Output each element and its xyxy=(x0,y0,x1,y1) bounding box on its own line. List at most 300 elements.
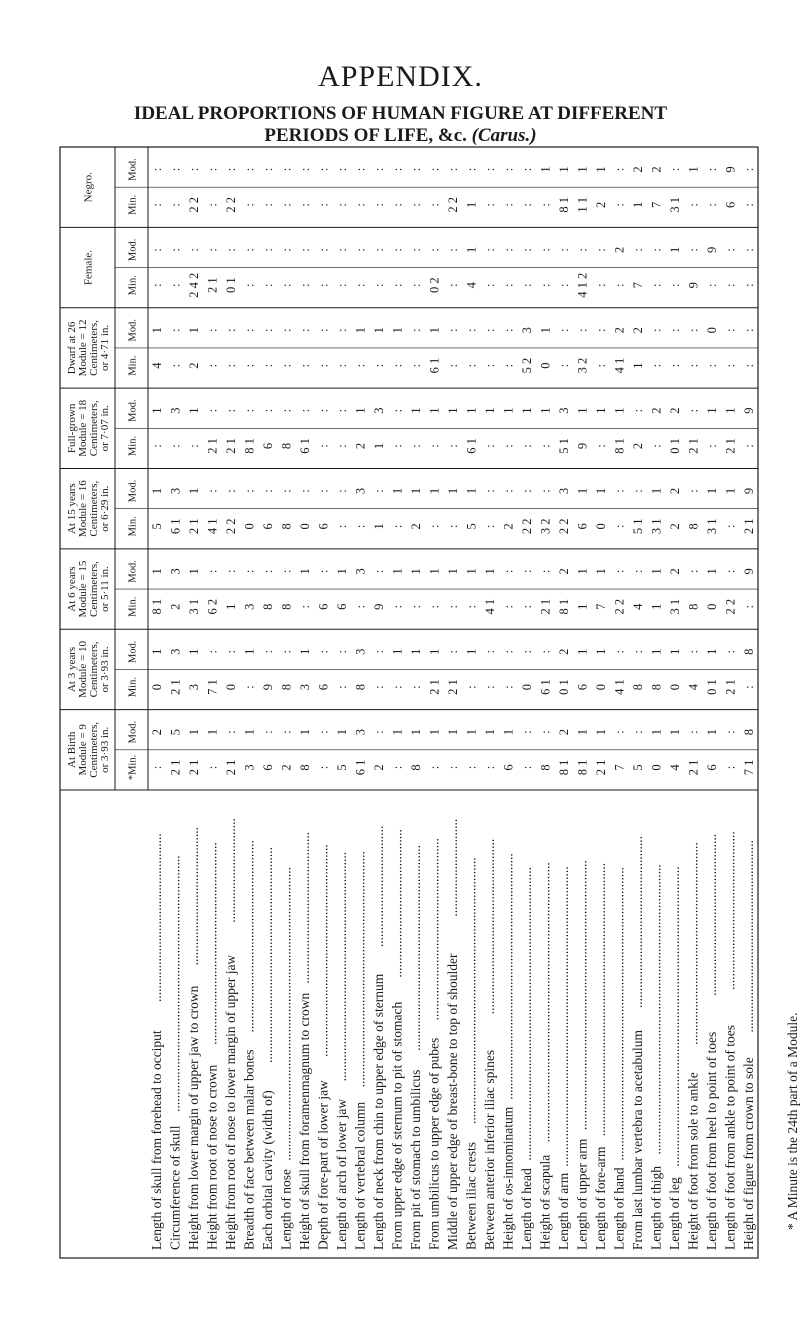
value-min xyxy=(538,444,552,447)
value-min xyxy=(557,438,571,454)
value-mod xyxy=(169,329,183,332)
value-min-text: 8 xyxy=(279,683,294,691)
value-min xyxy=(612,599,626,615)
value-min xyxy=(464,523,478,529)
value-min-text: : xyxy=(372,283,387,287)
row-label-text: From upper edge of sternum to pit of stomach xyxy=(389,1001,405,1250)
value-min-text: : xyxy=(335,203,350,207)
value-mod xyxy=(224,650,238,653)
value-mod xyxy=(538,248,552,251)
value-min xyxy=(224,364,238,367)
value-min-text: 8 xyxy=(279,523,294,530)
value-mod xyxy=(520,570,534,573)
value-min-text: 2 1 xyxy=(538,598,553,615)
value-mod xyxy=(686,489,700,492)
value-min-text: : xyxy=(519,765,534,770)
value-mod xyxy=(557,649,571,655)
value-mod-text: : xyxy=(298,248,313,252)
sub-header-mod xyxy=(128,560,139,582)
value-min xyxy=(649,444,663,447)
value-mod-text: 5 xyxy=(168,729,183,736)
value-min-text: 6 1 xyxy=(168,518,183,535)
value-min-text: 0 xyxy=(593,523,608,530)
value-min-text: 6 xyxy=(575,683,590,691)
value-mod-text: 2 xyxy=(612,246,627,254)
value-mod xyxy=(261,329,275,332)
value-mod-text: : xyxy=(242,167,257,172)
value-mod xyxy=(649,568,663,574)
value-min-text: : xyxy=(372,363,387,368)
value-min-text: 9 xyxy=(261,683,276,691)
leader-dots: .................................... xyxy=(371,825,387,948)
value-min xyxy=(686,760,700,776)
value-mod xyxy=(391,729,405,735)
value-min xyxy=(538,203,552,206)
value-min-text: : xyxy=(353,363,368,368)
value-mod xyxy=(501,729,515,735)
value-mod-text: : xyxy=(261,248,276,252)
value-mod-text: 2 xyxy=(667,487,682,495)
sub-header-mod-text: Mod. xyxy=(127,560,139,583)
value-min xyxy=(483,525,497,528)
value-min xyxy=(649,519,663,535)
value-min xyxy=(575,443,589,449)
value-min xyxy=(464,281,478,288)
value-mod-text: : xyxy=(316,328,331,332)
value-mod-text: : xyxy=(649,328,664,332)
row-label-text: Length of arch of lower jaw xyxy=(334,1098,350,1250)
value-min xyxy=(723,202,737,208)
value-mod-text: : xyxy=(261,408,276,413)
value-min-text: : xyxy=(335,283,350,287)
row-label-text: Length of fore-arm xyxy=(592,1146,608,1250)
value-mod xyxy=(335,650,349,653)
value-min xyxy=(261,764,275,770)
value-min xyxy=(317,364,331,367)
row-label-text: Middle of upper edge of breast-bone to top of shoulder xyxy=(445,953,460,1250)
value-mod-text: 1 xyxy=(427,648,442,655)
value-min-text: : xyxy=(612,283,627,287)
column-header-line: Module = 16 xyxy=(77,480,89,538)
value-mod-text: : xyxy=(187,248,202,252)
value-min-text: 6 xyxy=(261,523,276,530)
value-min-text: 5 xyxy=(150,523,165,530)
value-min-text: : xyxy=(390,765,405,770)
value-mod xyxy=(298,568,312,574)
value-min xyxy=(335,525,349,528)
value-min xyxy=(723,599,737,615)
value-mod-text: 1 xyxy=(575,729,590,736)
value-min-text: 7 xyxy=(612,764,627,771)
value-mod xyxy=(705,247,719,253)
value-mod xyxy=(169,488,183,494)
value-mod-text: 2 xyxy=(556,568,571,575)
value-min xyxy=(280,604,294,610)
value-min xyxy=(631,202,645,208)
value-min-text: : xyxy=(353,203,368,207)
value-min-text: 1 xyxy=(224,603,239,610)
value-mod xyxy=(317,570,331,573)
value-mod xyxy=(483,168,497,171)
value-min xyxy=(686,604,700,610)
value-min-text: 2 xyxy=(353,442,368,450)
value-mod-text: : xyxy=(205,248,220,252)
value-min-text: 6 xyxy=(704,764,719,771)
value-min xyxy=(428,766,442,769)
value-min xyxy=(169,679,183,695)
value-min-text: 2 2 xyxy=(187,197,202,213)
value-mod xyxy=(612,570,626,573)
value-min xyxy=(631,603,645,610)
value-mod-text: 1 xyxy=(538,407,553,414)
value-min-text: : xyxy=(427,605,442,609)
value-mod xyxy=(150,568,164,574)
value-mod-text: : xyxy=(482,489,497,493)
value-min-text: 8 xyxy=(686,523,701,530)
value-min xyxy=(243,523,257,529)
sub-header-mod xyxy=(128,239,139,261)
row-label-text: Height of os-innominatum xyxy=(500,1106,516,1250)
value-mod xyxy=(464,408,478,414)
value-min xyxy=(464,685,478,688)
value-mod-text: 1 xyxy=(464,246,479,254)
value-mod-text: 1 xyxy=(667,648,682,655)
value-mod xyxy=(668,168,682,171)
value-mod-text: 1 xyxy=(446,729,460,736)
leader-dots: ....................................................................................... xyxy=(611,866,627,1161)
value-min-text: 8 xyxy=(279,442,294,450)
value-min xyxy=(464,438,478,454)
value-mod-text: 1 xyxy=(409,487,424,495)
value-mod xyxy=(169,168,183,171)
value-mod-text: 1 xyxy=(482,568,497,575)
value-mod xyxy=(705,408,719,414)
value-mod xyxy=(649,488,663,494)
value-min xyxy=(224,760,238,776)
value-min-text: : xyxy=(298,363,313,368)
value-min xyxy=(187,760,201,776)
value-min xyxy=(391,444,405,447)
value-min xyxy=(705,764,719,770)
value-min-text: 2 2 xyxy=(446,197,460,213)
value-mod-text: : xyxy=(224,328,239,332)
value-min xyxy=(224,277,238,293)
value-mod xyxy=(206,409,220,412)
value-mod-text: : xyxy=(335,248,350,252)
value-min-text: : xyxy=(261,283,276,287)
value-min-text: : xyxy=(556,283,571,287)
value-mod-text: : xyxy=(575,328,590,332)
value-mod-text: 1 xyxy=(427,568,442,575)
value-min xyxy=(372,523,386,529)
value-min xyxy=(520,605,534,608)
value-min xyxy=(409,364,423,367)
value-min-text: : xyxy=(741,685,756,689)
value-min xyxy=(464,364,478,367)
value-min-text: : xyxy=(538,444,553,448)
value-min-text: 1 xyxy=(630,201,645,208)
value-min-text: 3 1 xyxy=(649,518,664,535)
value-mod-text: 9 xyxy=(741,568,756,575)
value-min xyxy=(594,760,608,776)
value-min xyxy=(187,684,201,690)
value-mod-text: : xyxy=(279,328,294,332)
value-min-text: : xyxy=(482,363,497,368)
value-min-text: : xyxy=(464,685,479,689)
value-mod xyxy=(169,248,183,251)
value-min xyxy=(391,525,405,528)
value-mod-text: : xyxy=(686,650,701,654)
value-mod xyxy=(501,329,515,332)
value-min-text: : xyxy=(261,363,276,368)
value-mod-text: 3 xyxy=(168,407,183,414)
value-min xyxy=(298,605,312,608)
value-mod-text: : xyxy=(316,730,331,734)
row-label xyxy=(519,867,534,1250)
value-min xyxy=(428,525,442,528)
row-label xyxy=(574,860,589,1250)
leader-dots: ............................................................... xyxy=(315,844,331,1057)
value-mod-text: 2 xyxy=(630,166,645,173)
value-min xyxy=(187,444,201,447)
value-min xyxy=(575,604,589,610)
value-min-text: : xyxy=(261,203,276,207)
value-min-text: 3 2 xyxy=(538,518,553,535)
value-mod xyxy=(483,408,497,414)
value-min-text: 6 xyxy=(316,523,331,530)
value-mod-text: 1 xyxy=(464,729,479,736)
value-min xyxy=(317,284,331,287)
value-min xyxy=(483,444,497,447)
value-min-text: : xyxy=(409,605,424,609)
value-mod xyxy=(520,168,534,171)
value-min xyxy=(280,684,294,690)
value-min xyxy=(317,766,331,769)
value-min-text: : xyxy=(279,283,294,287)
value-mod-text: : xyxy=(482,167,497,172)
value-min-text: : xyxy=(741,203,756,207)
value-mod-text: : xyxy=(224,489,239,493)
value-mod xyxy=(354,649,368,655)
value-mod-text: 1 xyxy=(649,568,664,575)
value-mod xyxy=(280,650,294,653)
value-mod-text: 1 xyxy=(205,729,220,736)
value-mod-text: : xyxy=(224,569,239,574)
column-header-line: or 3·93 in. xyxy=(99,646,111,693)
value-min xyxy=(243,284,257,287)
value-min-text: : xyxy=(298,605,313,609)
value-min-text: 4 xyxy=(464,282,479,289)
value-mod-text: 1 xyxy=(427,729,442,736)
value-min-text: 9 xyxy=(372,603,387,610)
value-min-text: : xyxy=(279,203,294,207)
value-mod xyxy=(150,488,164,494)
value-mod-text: : xyxy=(501,569,516,574)
value-min xyxy=(575,197,589,213)
value-mod-text: 1 xyxy=(372,327,387,334)
value-mod xyxy=(317,730,331,733)
value-min xyxy=(298,764,312,770)
value-min xyxy=(354,684,368,690)
value-mod xyxy=(206,489,220,492)
value-min-text: 2 xyxy=(279,764,294,771)
value-mod-text: 1 xyxy=(390,487,405,495)
value-min-text: 8 xyxy=(279,603,294,610)
value-min-text: 2 xyxy=(409,523,424,530)
value-mod xyxy=(335,729,349,735)
value-mod-text: : xyxy=(298,328,313,332)
value-mod xyxy=(742,649,756,655)
value-mod xyxy=(557,329,571,332)
value-min-text: 2 xyxy=(593,201,608,208)
value-min-text: : xyxy=(501,363,516,368)
value-mod-text: : xyxy=(150,167,165,172)
value-mod xyxy=(169,568,183,574)
value-min xyxy=(705,284,719,287)
value-min-text: : xyxy=(593,444,608,448)
value-min-text: : xyxy=(390,283,405,287)
value-min-text: 7 xyxy=(630,282,645,289)
value-mod-text: : xyxy=(519,248,534,252)
value-min-text: 3 xyxy=(242,764,257,771)
value-min-text: : xyxy=(519,605,534,609)
value-min xyxy=(335,764,349,770)
value-min xyxy=(705,364,719,367)
value-mod-text: : xyxy=(612,489,627,493)
value-min xyxy=(150,284,164,287)
value-mod xyxy=(483,329,497,332)
value-mod xyxy=(705,327,719,333)
row-label-text: Height from lower margin of upper jaw to crown xyxy=(186,985,202,1250)
value-mod-text: 1 xyxy=(150,648,165,655)
value-min xyxy=(206,519,220,535)
value-mod-text: 1 xyxy=(353,407,368,414)
value-mod xyxy=(594,329,608,332)
value-min-text: 2 2 xyxy=(723,598,738,615)
value-min xyxy=(446,766,460,769)
value-mod-text: : xyxy=(519,167,534,172)
value-min-text: : xyxy=(501,444,516,448)
value-mod xyxy=(538,489,552,492)
value-min-text: : xyxy=(335,524,350,529)
value-mod-text: : xyxy=(723,730,738,734)
value-mod xyxy=(317,248,331,251)
value-min xyxy=(742,519,756,535)
value-mod xyxy=(649,408,663,414)
value-min-text: 0 1 xyxy=(704,679,719,695)
value-min-text: 2 1 xyxy=(593,759,608,776)
value-mod-text: 1 xyxy=(298,729,313,736)
value-mod-text: : xyxy=(353,167,368,172)
value-min-text: 0 2 xyxy=(427,277,442,294)
value-mod xyxy=(668,729,682,735)
value-mod xyxy=(335,409,349,412)
column-header-line: Module = 9 xyxy=(77,724,89,776)
value-min-text: : xyxy=(390,685,405,689)
value-min xyxy=(187,519,201,535)
value-mod xyxy=(483,729,497,735)
row-label xyxy=(408,845,423,1250)
value-mod-text: 1 xyxy=(335,568,350,575)
value-min-text: 2 2 xyxy=(556,518,571,535)
value-mod xyxy=(649,729,663,735)
leader-dots: ...................................................... xyxy=(426,838,442,1021)
sub-header-mod-text: Mod. xyxy=(127,720,139,744)
row-label-text: Height of figure from crown to sole xyxy=(740,1057,756,1250)
value-mod-text: 1 xyxy=(723,407,738,414)
sub-header-min-text: Min. xyxy=(127,516,139,537)
value-mod xyxy=(464,247,478,253)
leader-dots: ............................................................ xyxy=(685,842,701,1045)
value-mod xyxy=(686,166,700,172)
value-min-text: 2 1 xyxy=(205,438,220,454)
value-mod-text: : xyxy=(501,167,516,172)
column-header-line: or 3·93 in. xyxy=(99,726,111,773)
value-mod-text: : xyxy=(630,650,645,654)
value-min xyxy=(187,599,201,615)
value-min xyxy=(317,604,331,610)
value-mod xyxy=(280,329,294,332)
value-min xyxy=(446,605,460,608)
value-mod-text: : xyxy=(446,167,460,172)
value-mod-text: 1 xyxy=(575,407,590,414)
value-min xyxy=(501,685,515,688)
value-mod xyxy=(557,408,571,414)
value-mod xyxy=(742,168,756,171)
value-mod-text: : xyxy=(372,489,387,493)
value-mod-text: : xyxy=(372,650,387,654)
value-mod xyxy=(298,409,312,412)
value-min-text: 7 xyxy=(649,201,664,208)
value-mod xyxy=(354,408,368,414)
value-min-text: 2 xyxy=(168,603,183,610)
value-min xyxy=(372,604,386,610)
value-mod xyxy=(557,166,571,172)
value-mod xyxy=(243,489,257,492)
value-mod-text: : xyxy=(686,328,701,332)
value-mod-text: 1 xyxy=(575,648,590,655)
value-mod xyxy=(354,248,368,251)
value-mod-text: 3 xyxy=(168,568,183,575)
value-mod xyxy=(428,568,442,574)
value-mod xyxy=(594,649,608,655)
value-min xyxy=(391,364,405,367)
value-min xyxy=(594,444,608,447)
value-min-text: : xyxy=(501,605,516,609)
value-min-text: 2 2 xyxy=(224,197,239,213)
value-min-text: : xyxy=(446,605,460,609)
value-mod-text: : xyxy=(630,730,645,734)
value-mod xyxy=(428,729,442,735)
value-mod-text: : xyxy=(242,489,257,493)
value-min xyxy=(446,197,460,213)
row-label-text: Height from root of nose to lower margin of upper jaw xyxy=(223,954,239,1250)
column-header-line: Centimeters, xyxy=(88,721,100,778)
value-min-text: : xyxy=(335,363,350,368)
sub-header-min xyxy=(128,195,139,215)
leader-dots: ............................................................ xyxy=(204,842,220,1045)
value-min xyxy=(169,364,183,367)
value-min-text: 2 2 xyxy=(612,598,627,615)
value-min xyxy=(649,684,663,690)
value-min xyxy=(686,203,700,206)
value-min-text: 1 xyxy=(372,442,387,450)
value-mod xyxy=(631,730,645,733)
value-mod xyxy=(594,568,608,574)
value-min-text: 2 2 xyxy=(519,518,534,535)
value-mod-text: : xyxy=(224,730,239,734)
value-min xyxy=(224,604,238,610)
